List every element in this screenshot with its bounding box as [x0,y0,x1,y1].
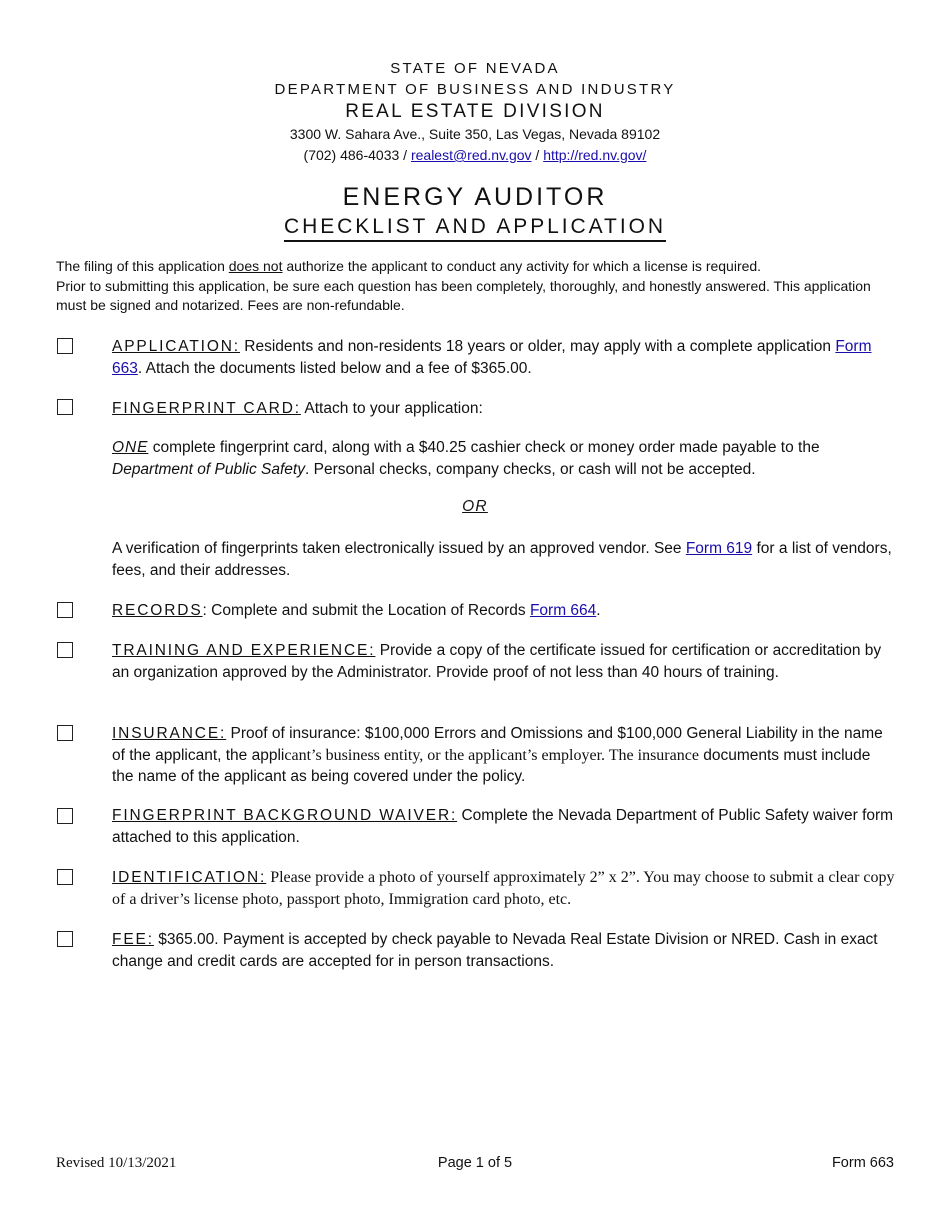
identification-label: IDENTIFICATION: [112,869,267,886]
agency-header [0,58,950,166]
option-one-b: . Personal checks, company checks, or cash will not be accepted. [305,460,756,478]
fingerprint-card-desc: Attach to your application: [300,400,483,417]
form-619-link[interactable]: Form 619 [685,540,753,557]
fee-checkbox[interactable] [57,931,73,947]
agency-address: 3300 W. Sahara Ave., Suite 350, Las Vegas, Nevada 89102 [289,126,661,142]
identification-text [112,867,896,910]
page-number: Page 1 of 5 [437,1155,513,1171]
department-public-safety: Department of Public Safety [112,460,305,478]
form-number: Form 663 [831,1155,894,1171]
fingerprint-option-two [112,538,896,581]
revised-date: Revised 10/13/2021 [56,1155,177,1171]
insurance-text [112,723,896,788]
department-name: DEPARTMENT OF BUSINESS AND INDUSTRY [274,81,676,98]
insurance-desc-b: documents must include the name of the applicant as being covered under the policy. [112,746,871,785]
option-one-a: complete fingerprint card, along with a $40.25 cashier check or money order made payable to the [148,439,820,456]
training-label: TRAINING AND EXPERIENCE: [112,642,376,659]
identification-checkbox[interactable] [57,869,73,885]
phone-number: (702) 486-4033 / [303,147,408,163]
records-desc-b: . [596,602,601,619]
fingerprint-card-label: FINGERPRINT CARD: [112,400,301,417]
intro-paragraph-2: Prior to submitting this application, be sure each question has been completely, thoroughly, and honestly answered. This application must be signed and notarized. Fees are non-refundable. [56,277,871,313]
identification-desc: Please provide a photo of yourself approximately 2” x 2”. You may choose to submit a clear copy of a driver’s license photo, passport photo, Immigration card photo, etc. [112,869,895,908]
form-663-link[interactable]: Form 663 [112,338,872,377]
application-label: APPLICATION: [112,338,240,355]
records-text [112,600,896,622]
does-not-emphasis: does not [228,258,283,274]
application-desc-b: . Attach the documents listed below and a fee of $365.00. [137,359,532,377]
insurance-checkbox[interactable] [57,725,73,741]
records-checkbox[interactable] [57,602,73,618]
insurance-desc-a: Proof of insurance: $100,000 Errors and Omissions and $100,000 General Liability in the name of the applicant, the appli [112,725,883,764]
records-label: RECORDS [112,602,203,619]
records-desc-a: : Complete and submit the Location of Records [202,602,530,619]
fingerprint-card-checkbox[interactable] [57,399,73,415]
document-title [0,182,950,242]
fingerprint-card-text [112,398,896,420]
intro-paragraph-1 [56,257,898,277]
training-checkbox[interactable] [57,642,73,658]
email-link[interactable]: realest@red.nv.gov [410,147,532,163]
intro-text [56,257,898,316]
fee-text [112,929,896,972]
title-line-2: CHECKLIST AND APPLICATION [284,213,666,242]
fingerprint-option-one [112,437,896,480]
application-checkbox[interactable] [57,338,73,354]
or-divider: OR [462,498,488,515]
waiver-text [112,805,896,848]
intro-p1-c: authorize the applicant to conduct any activity for which a license is required. [282,258,762,274]
waiver-label: FINGERPRINT BACKGROUND WAIVER: [112,807,458,824]
state-name: STATE OF NEVADA [390,60,560,77]
training-text [112,640,896,683]
contact-line [0,145,950,166]
intro-p1-a: The filing of this application [56,258,229,274]
option-two-a: A verification of fingerprints taken electronically issued by an approved vendor. See [112,540,686,557]
contact-separator: / [535,147,540,163]
insurance-label: INSURANCE: [112,725,227,742]
form-664-link[interactable]: Form 664 [529,602,597,619]
waiver-desc: Complete the Nevada Department of Public Safety waiver form attached to this application. [112,807,894,846]
one-emphasis: ONE [112,439,149,456]
option-two-b: for a list of vendors, fees, and their addresses. [112,540,892,579]
application-text [112,336,896,379]
waiver-checkbox[interactable] [57,808,73,824]
fee-desc: $365.00. Payment is accepted by check payable to Nevada Real Estate Division or NRED. Cash in exact change and credit cards are accepted for in person transactions. [112,931,878,970]
title-line-1: ENERGY AUDITOR [342,183,608,211]
training-desc: Provide a copy of the certificate issued for certification or accreditation by an organization approved by the Administrator. Provide proof of not less than 40 hours of training. [112,642,882,681]
website-link[interactable]: http://red.nv.gov/ [543,147,647,163]
fee-label: FEE: [112,931,154,948]
application-desc-a: Residents and non-residents 18 years or older, may apply with a complete application [239,338,836,355]
insurance-desc-serif: cant’s business entity, or the applicant’s employer. The insurance [284,746,699,764]
division-name: REAL ESTATE DIVISION [345,101,605,122]
